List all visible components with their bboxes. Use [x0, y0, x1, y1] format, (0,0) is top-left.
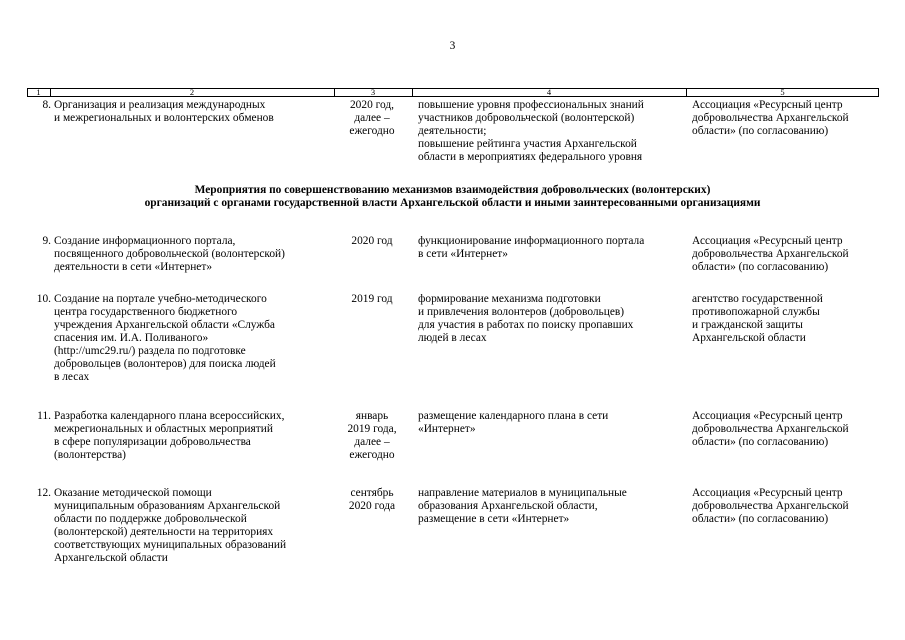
executor-cell-line: Ассоциация «Ресурсный центр: [692, 99, 843, 111]
executor-cell-line: Архангельской области: [692, 332, 806, 344]
date-cell-line: январь: [355, 410, 389, 422]
date-cell-line: ежегодно: [349, 125, 395, 137]
executor-cell: [692, 487, 878, 526]
executor-cell-line: добровольчества Архангельской: [692, 500, 849, 512]
executor-cell-line: Ассоциация «Ресурсный центр: [692, 410, 843, 422]
event-cell-line: Разработка календарного плана всероссийских,: [54, 410, 285, 422]
date-cell: [337, 99, 407, 138]
event-cell-line: муниципальным образованиям Архангельской: [54, 500, 281, 512]
date-cell: [337, 293, 407, 306]
executor-cell: [692, 410, 878, 449]
event-cell-line: центра государственного бюджетного: [54, 306, 238, 318]
date-cell-line: ежегодно: [349, 449, 395, 461]
event-cell-line: Создание на портале учебно-методического: [54, 293, 267, 305]
executor-cell-line: агентство государственной: [692, 293, 823, 305]
executor-cell-line: Ассоциация «Ресурсный центр: [692, 487, 843, 499]
header-cell-3: 3: [370, 87, 376, 97]
event-cell-line: в сфере популяризации добровольчества: [54, 436, 251, 448]
row-number: 10.: [36, 293, 51, 305]
event-cell-line: деятельности в сети «Интернет»: [54, 261, 213, 273]
executor-cell: [692, 293, 878, 345]
event-cell-line: межрегиональных и областных мероприятий: [54, 423, 273, 435]
header-cell-2: 2: [189, 87, 195, 97]
result-cell-line: функционирование информационного портала: [418, 235, 645, 247]
result-cell-line: образования Архангельской области,: [418, 500, 598, 512]
result-cell: [418, 99, 683, 164]
executor-cell-line: области» (по согласованию): [692, 436, 829, 448]
event-cell-line: (http://umc29.ru/) раздела по подготовке: [54, 345, 246, 357]
date-cell-line: далее –: [354, 436, 390, 448]
executor-cell-line: области» (по согласованию): [692, 513, 829, 525]
executor-cell: [692, 99, 878, 138]
event-cell-line: (волонтерства): [54, 449, 126, 461]
event-cell-line: (волонтерской) деятельности на территориях: [54, 526, 274, 538]
event-cell-line: Организация и реализация международных: [54, 99, 266, 111]
event-cell-line: соответствующих муниципальных образований: [54, 539, 287, 551]
result-cell-line: повышение уровня профессиональных знаний: [418, 99, 644, 111]
event-cell-line: и межрегиональных и волонтерских обменов: [54, 112, 274, 124]
event-cell-line: Создание информационного портала,: [54, 235, 236, 247]
result-cell-line: людей в лесах: [418, 332, 487, 344]
executor-cell-line: области» (по согласованию): [692, 125, 829, 137]
event-cell: [54, 99, 334, 125]
header-cell-5: 5: [780, 87, 785, 97]
header-cell-4: 4: [546, 87, 552, 97]
result-cell-line: деятельности;: [418, 125, 487, 137]
event-cell-line: учреждения Архангельской области «Служба: [54, 319, 275, 331]
event-cell: [54, 410, 334, 462]
date-cell-line: 2019 год: [351, 293, 393, 305]
result-cell-line: повышение рейтинга участия Архангельской: [418, 138, 637, 150]
event-cell-line: Архангельской области: [54, 552, 168, 564]
section-title-line: Мероприятия по совершенствованию механизмов взаимодействия добровольческих (волонтерских): [194, 184, 711, 196]
header-cell-1: 1: [36, 87, 41, 97]
event-cell-line: спасения им. И.А. Поливаного»: [54, 332, 209, 344]
result-cell-line: в сети «Интернет»: [418, 248, 508, 260]
result-cell-line: формирование механизма подготовки: [418, 293, 601, 305]
date-cell: [337, 410, 407, 462]
event-cell: [54, 293, 334, 384]
date-cell-line: 2019 года,: [347, 423, 397, 435]
date-cell: [337, 235, 407, 248]
section-title-line: организаций с органами государственной власти Архангельской области и иными заинтересованными организациями: [144, 197, 761, 209]
date-cell-line: сентябрь: [350, 487, 394, 499]
date-cell-line: 2020 год,: [349, 99, 395, 111]
event-cell: [54, 235, 334, 274]
row-number: 8.: [42, 99, 51, 111]
result-cell-line: размещение календарного плана в сети: [418, 410, 609, 422]
row-number: 12.: [36, 487, 51, 499]
executor-cell-line: и гражданской защиты: [692, 319, 803, 331]
result-cell-line: направление материалов в муниципальные: [418, 487, 627, 499]
event-cell-line: добровольцев (волонтеров) для поиска людей: [54, 358, 276, 370]
result-cell-line: для участия в работах по поиску пропавших: [418, 319, 634, 331]
executor-cell-line: противопожарной службы: [692, 306, 820, 318]
result-cell-line: «Интернет»: [418, 423, 476, 435]
result-cell: [418, 293, 683, 345]
result-cell: [418, 235, 683, 261]
event-cell-line: области по поддержке добровольческой: [54, 513, 247, 525]
result-cell: [418, 410, 683, 436]
executor-cell-line: области» (по согласованию): [692, 261, 829, 273]
date-cell-line: 2020 года: [348, 500, 396, 512]
result-cell: [418, 487, 683, 526]
event-cell: [54, 487, 334, 565]
date-cell-line: 2020 год: [351, 235, 393, 247]
date-cell-line: далее –: [354, 112, 390, 124]
executor-cell-line: добровольчества Архангельской: [692, 248, 849, 260]
event-cell-line: посвященного добровольческой (волонтерской): [54, 248, 285, 260]
date-cell: [337, 487, 407, 513]
executor-cell-line: добровольчества Архангельской: [692, 112, 849, 124]
section-title: [0, 184, 905, 210]
row-number: 9.: [42, 235, 51, 247]
event-cell-line: Оказание методической помощи: [54, 487, 212, 499]
result-cell-line: области в мероприятиях федерального уровня: [418, 151, 643, 163]
executor-cell: [692, 235, 878, 274]
result-cell-line: и привлечения волонтеров (добровольцев): [418, 306, 625, 318]
executor-cell-line: добровольчества Архангельской: [692, 423, 849, 435]
page-number: 3: [449, 40, 456, 52]
executor-cell-line: Ассоциация «Ресурсный центр: [692, 235, 843, 247]
event-cell-line: в лесах: [54, 371, 90, 383]
row-number: 11.: [37, 410, 51, 422]
result-cell-line: участников добровольческой (волонтерской): [418, 112, 635, 124]
result-cell-line: размещение в сети «Интернет»: [418, 513, 570, 525]
